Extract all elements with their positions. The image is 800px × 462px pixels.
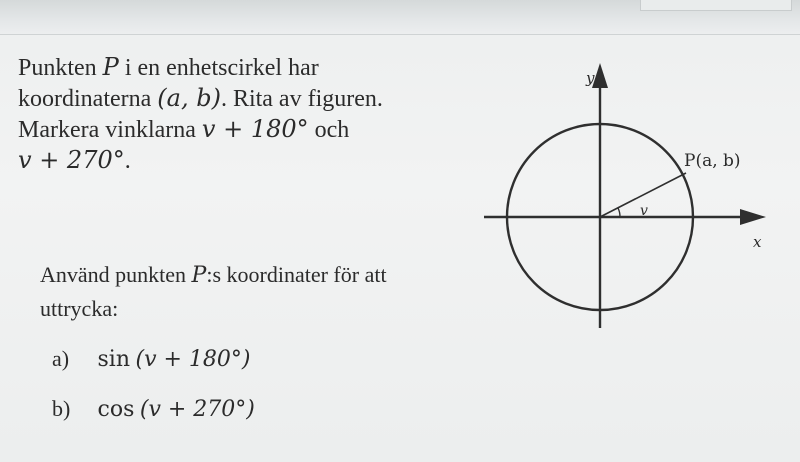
task-argument: (v + 180°) — [135, 347, 251, 372]
angle-expression-180: v + 180° — [201, 115, 309, 143]
problem-text-segment: Markera vinklarna — [18, 117, 202, 143]
page-tab — [640, 0, 792, 11]
problem-text-segment: . — [124, 148, 131, 174]
problem-text-segment: i en enhetscirkel har — [118, 55, 319, 81]
y-axis-label: y — [586, 69, 595, 87]
point-variable: P — [102, 53, 119, 81]
point-variable: P — [191, 263, 207, 288]
problem-text-segment: Punkten — [18, 55, 103, 81]
problem-text-segment: . Rita av figuren. — [220, 86, 383, 112]
problem-text-segment: koordinaterna — [18, 86, 158, 112]
task-list — [52, 346, 255, 446]
point-p-label: P(a, b) — [684, 151, 741, 171]
task-b — [52, 396, 255, 446]
unit-circle-svg — [470, 55, 780, 340]
problem-text-segment: och — [308, 117, 350, 143]
problem-line-1 — [18, 52, 468, 83]
instruction-line-2: uttrycka: — [40, 296, 119, 321]
instruction-text: :s koordinater för att — [206, 262, 387, 287]
coordinates-expression: (a, b) — [157, 84, 221, 112]
top-strip — [0, 0, 800, 35]
instruction-line-1 — [40, 258, 480, 292]
problem-line-4 — [18, 145, 468, 176]
angle-arc — [618, 208, 620, 217]
x-axis-label: x — [753, 233, 762, 251]
problem-statement — [18, 52, 468, 176]
angle-expression-270: v + 270° — [18, 146, 125, 174]
instruction — [40, 258, 480, 325]
task-a — [52, 346, 255, 396]
problem-line-3 — [18, 114, 468, 145]
x-axis-arrow-icon — [740, 209, 766, 225]
angle-label: v — [640, 203, 648, 219]
task-argument: (v + 270°) — [139, 397, 255, 422]
unit-circle-figure — [470, 55, 780, 340]
task-label: b) — [52, 396, 71, 421]
instruction-text: Använd punkten — [40, 262, 192, 287]
problem-line-2 — [18, 83, 468, 114]
task-label: a) — [52, 346, 70, 371]
task-function: cos — [97, 397, 135, 422]
task-function: sin — [97, 347, 130, 372]
